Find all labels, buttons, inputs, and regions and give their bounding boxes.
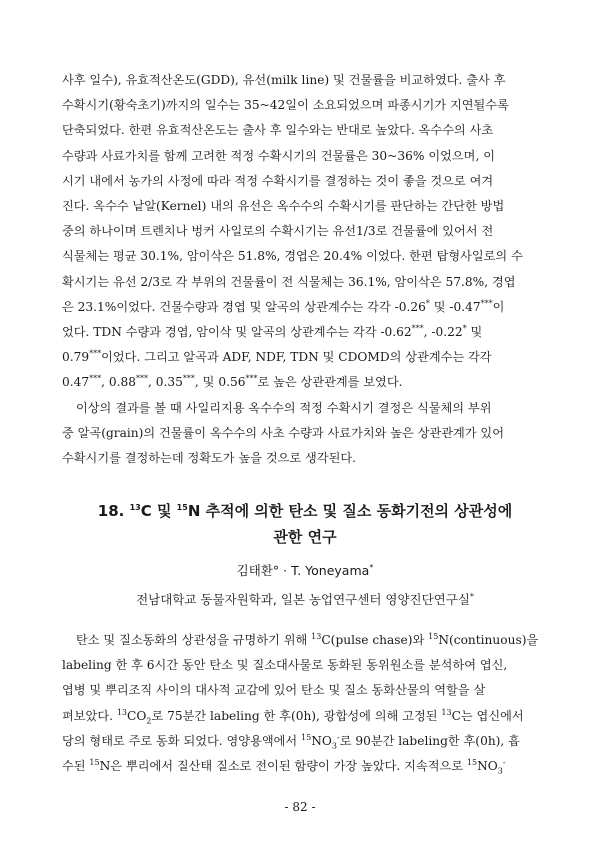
significance-mark: *** — [245, 374, 258, 384]
page-number: - 82 - — [284, 800, 316, 814]
significance-mark: *** — [480, 298, 493, 308]
isotope-mass: 13 — [311, 631, 322, 641]
text-segment: , 및 0.56 — [194, 375, 246, 390]
text-segment: CO — [127, 708, 147, 723]
text-line — [62, 704, 548, 729]
charge-mark: - — [502, 757, 506, 767]
text-line: 중의 하나이며 트렌치나 벙커 사일로의 수확시기는 유선1/3로 건물률에 있어서 전 — [62, 224, 494, 239]
text-segment: C는 엽신에서 — [451, 708, 524, 723]
section-heading — [62, 498, 548, 550]
isotope-mass: 15 — [301, 732, 312, 742]
text-line — [62, 754, 548, 779]
text-segment: 탄소 및 질소동화의 상관성을 규명하기 위해 — [76, 633, 312, 647]
isotope-mass: 15 — [176, 503, 188, 512]
significance-mark: * — [425, 298, 430, 308]
text-segment: NO — [311, 733, 332, 748]
text-line: 식물체는 평균 30.1%, 암이삭은 51.8%, 경엽은 20.4% 이었다. 한편 탑형사일로의 수 — [62, 249, 523, 264]
text-segment: C(pulse chase)와 — [321, 633, 429, 647]
text-line: 확시기는 유선 2/3로 각 부위의 건물률이 전 식물체는 36.1%, 암이삭은 57.8%, 경엽 — [62, 274, 516, 289]
text-line: 수량과 사료가치를 함께 고려한 적정 수확시기의 건물률은 30~36% 이었으며, 이 — [62, 148, 495, 163]
subscript: 3 — [331, 741, 337, 751]
text-line — [62, 628, 548, 653]
heading-text: C 및 — [140, 502, 177, 520]
text-line: 시기 내에서 농가의 사정에 따라 적정 수확시기를 결정하는 것이 좋을 것으로 여겨 — [62, 173, 494, 188]
text-segment: , 0.35 — [148, 375, 183, 390]
author-name: 김태환 — [236, 563, 273, 578]
text-segment: 펴보았다. — [62, 708, 117, 723]
text-segment: 었다. TDN 수량과 경엽, 암이삭 및 알곡의 상관계수는 각각 -0.62 — [62, 325, 412, 340]
author-separator: · — [279, 563, 292, 578]
text-line — [62, 370, 548, 395]
text-segment: N은 뿌리에서 질산태 질소로 전이된 함량이 가장 높았다. 지속적으로 — [99, 759, 467, 774]
text-segment: 및 -0.47 — [429, 299, 481, 314]
text-segment: 0.47 — [62, 375, 90, 390]
text-segment: 및 — [466, 325, 483, 340]
text-line: 엽병 및 뿌리조직 사이의 대사적 교감에 있어 탄소 및 질소 동화산물의 역할을 살 — [62, 683, 486, 698]
isotope-mass: 13 — [441, 707, 452, 717]
subscript: 2 — [146, 716, 152, 726]
text-segment: 수된 — [62, 759, 90, 774]
text-segment: , -0.22 — [423, 325, 463, 340]
text-segment: 이 — [492, 299, 505, 314]
abstract-body — [62, 628, 548, 779]
isotope-mass: 15 — [89, 757, 100, 767]
text-segment: 은 23.1%이었다. 건물수량과 경엽 및 알곡의 상관계수는 각각 -0.26 — [62, 299, 426, 314]
affiliation-line — [62, 590, 548, 608]
text-line — [62, 320, 548, 345]
text-segment: 로 90분간 labeling한 후(0h), 흡 — [339, 733, 520, 748]
significance-mark: *** — [89, 374, 102, 384]
heading-line-2: 관한 연구 — [273, 528, 337, 546]
text-line: 수확시기(황숙초기)까지의 일수는 35~42일이 소요되었으며 파종시기가 지연될수록 — [62, 98, 509, 113]
text-segment: 0.79 — [62, 350, 90, 365]
text-segment: , 0.88 — [101, 375, 137, 390]
text-line: 수확시기를 결정하는데 정확도가 높을 것으로 생각된다. — [62, 451, 357, 466]
heading-text: N 추적에 의한 탄소 및 질소 동화기전의 상관성에 — [187, 502, 513, 520]
text-segment: 로 높은 상관관계를 보였다. — [257, 375, 403, 390]
author-name: T. Yoneyama — [291, 563, 370, 578]
body-text — [62, 68, 548, 471]
significance-mark: *** — [411, 323, 424, 333]
isotope-mass: 15 — [428, 631, 439, 641]
text-segment: N(continuous)을 — [438, 633, 539, 647]
heading-line-1 — [62, 498, 548, 524]
presenter-mark: ° — [272, 563, 280, 578]
text-line: 이상의 결과를 볼 때 사일리지용 옥수수의 적정 수확시기 결정은 식물체의 부위 — [76, 400, 492, 415]
text-segment: 로 75분간 labeling 한 후(0h), 광합성에 의해 고정된 — [151, 708, 442, 723]
conclusion-paragraph — [62, 396, 548, 472]
significance-mark: * — [462, 323, 467, 333]
significance-mark: *** — [89, 349, 102, 359]
isotope-mass: 13 — [116, 707, 128, 717]
affiliation-text: 전남대학교 동물자원학과, 일본 농업연구센터 영양진단연구실 — [136, 592, 470, 607]
text-line — [62, 729, 548, 754]
significance-mark: *** — [182, 374, 195, 384]
text-segment: 당의 형태로 주로 동화 되었다. 영양용액에서 — [62, 733, 302, 748]
text-line — [62, 295, 548, 320]
significance-mark: *** — [136, 374, 149, 384]
author-line — [62, 561, 548, 579]
section-number: 18. — [97, 502, 125, 520]
isotope-mass: 13 — [129, 503, 141, 512]
text-line: 사후 일수), 유효적산온도(GDD), 유선(milk line) 및 건물률을 비교하였다. 출사 후 — [62, 73, 506, 87]
subscript: 3 — [497, 766, 503, 776]
text-line: 단축되었다. 한편 유효적산온도는 출사 후 일수와는 반대로 높았다. 옥수수의 사초 — [62, 123, 494, 138]
text-line: 중 알곡(grain)의 건물률이 옥수수의 사초 수량과 사료가치와 높은 상관관계가 있어 — [62, 425, 504, 440]
text-line: 진다. 옥수수 낱알(Kernel) 내의 유선은 옥수수의 수확시기를 판단하는 간단한 방법 — [62, 199, 505, 214]
text-line: labeling 한 후 6시간 동안 탄소 및 질소대사물로 동화된 동위원소를 분석하여 엽신, — [62, 658, 508, 673]
text-segment: 이었다. 그리고 알곡과 ADF, NDF, TDN 및 CDOMD의 상관계수는 각각 — [101, 350, 492, 365]
text-segment: NO — [477, 759, 498, 774]
charge-mark: - — [336, 732, 340, 742]
abstract-paragraph — [62, 628, 548, 779]
results-paragraph — [62, 68, 548, 396]
affiliation-mark: * — [469, 591, 474, 601]
affiliation-mark: * — [369, 562, 374, 572]
text-line — [62, 345, 548, 370]
isotope-mass: 15 — [466, 757, 478, 767]
